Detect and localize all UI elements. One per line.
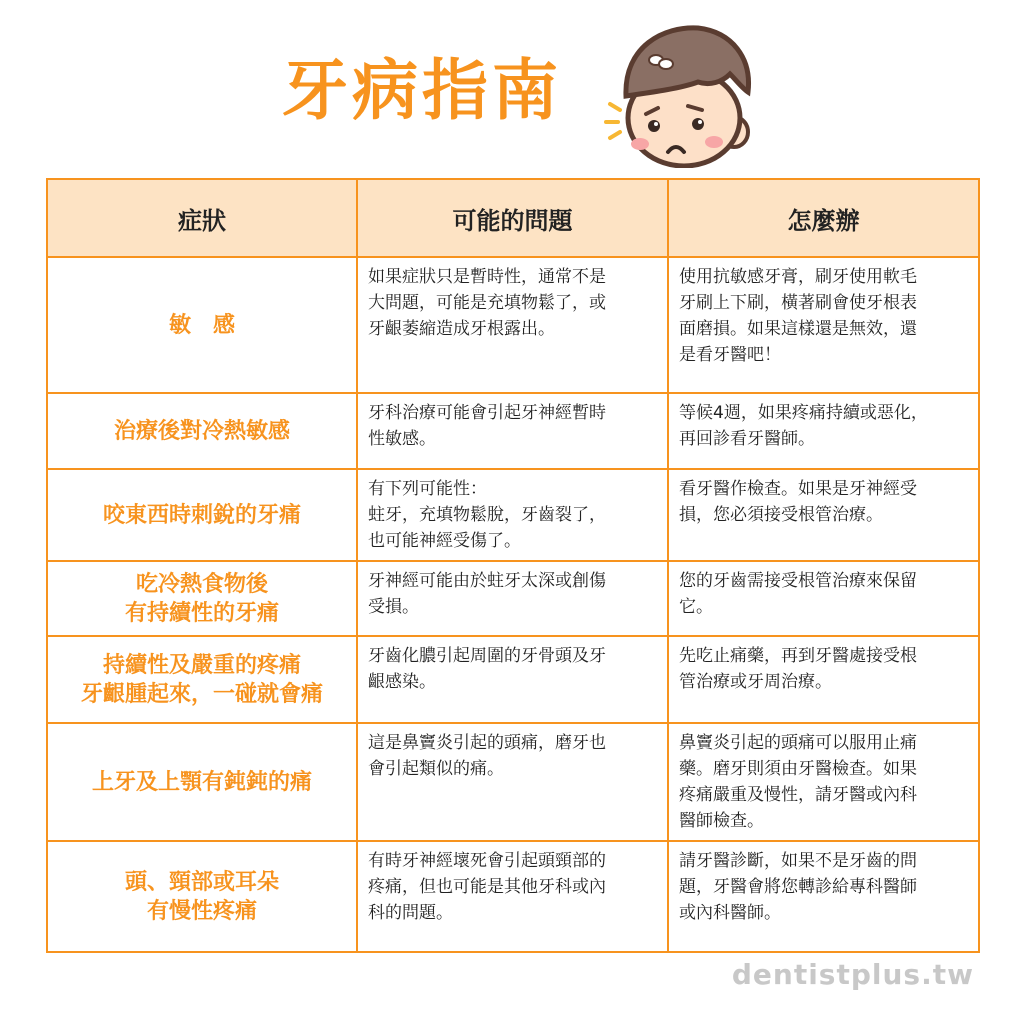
problem-cell: 有時牙神經壞死會引起頭頸部的 疼痛，但也可能是其他牙科或內 科的問題。: [357, 841, 668, 952]
solution-cell: 請牙醫診斷，如果不是牙齒的問 題，牙醫會將您轉診給專科醫師 或內科醫師。: [668, 841, 979, 952]
table-row: [47, 723, 979, 841]
table-row: [47, 469, 979, 561]
table-row: [47, 393, 979, 469]
solution-cell: 使用抗敏感牙膏，刷牙使用軟毛 牙刷上下刷，橫著刷會使牙根表 面磨損。如果這樣還是無效，還 是看牙醫吧！: [668, 257, 979, 393]
symptom-cell: 頭、頸部或耳朵 有慢性疼痛: [47, 841, 357, 952]
solution-cell: 等候4週，如果疼痛持續或惡化， 再回診看牙醫師。: [668, 393, 979, 469]
watermark: dentistplus.tw: [731, 958, 974, 991]
table-row: [47, 561, 979, 636]
table-row: [47, 841, 979, 952]
worried-child-face-icon: [602, 18, 762, 168]
solution-cell: 您的牙齒需接受根管治療來保留 它。: [668, 561, 979, 636]
problem-cell: 牙科治療可能會引起牙神經暫時 性敏感。: [357, 393, 668, 469]
solution-cell: 鼻竇炎引起的頭痛可以服用止痛 藥。磨牙則須由牙醫檢查。如果 疼痛嚴重及慢性，請牙醫或內科 醫師檢查。: [668, 723, 979, 841]
problem-cell: 這是鼻竇炎引起的頭痛，磨牙也 會引起類似的痛。: [357, 723, 668, 841]
header-symptom: 症狀: [47, 179, 357, 257]
solution-cell: 看牙醫作檢查。如果是牙神經受 損，您必須接受根管治療。: [668, 469, 979, 561]
header-what-to-do: 怎麼辦: [668, 179, 979, 257]
solution-cell: 先吃止痛藥，再到牙醫處接受根 管治療或牙周治療。: [668, 636, 979, 723]
symptom-cell: 治療後對冷熱敏感: [47, 393, 357, 469]
symptom-cell: 敏 感: [47, 257, 357, 393]
problem-cell: 牙齒化膿引起周圍的牙骨頭及牙 齦感染。: [357, 636, 668, 723]
table-row: [47, 257, 979, 393]
table-header-row: [47, 179, 979, 257]
problem-cell: 如果症狀只是暫時性，通常不是 大問題，可能是充填物鬆了，或 牙齦萎縮造成牙根露出。: [357, 257, 668, 393]
dental-guide-table: [46, 178, 980, 953]
symptom-cell: 上牙及上顎有鈍鈍的痛: [47, 723, 357, 841]
problem-cell: 有下列可能性： 蛀牙，充填物鬆脫，牙齒裂了， 也可能神經受傷了。: [357, 469, 668, 561]
problem-cell: 牙神經可能由於蛀牙太深或創傷 受損。: [357, 561, 668, 636]
header-possible-problem: 可能的問題: [357, 179, 668, 257]
symptom-cell: 吃冷熱食物後 有持續性的牙痛: [47, 561, 357, 636]
table-row: [47, 636, 979, 723]
page-title: 牙病指南: [282, 52, 562, 129]
symptom-cell: 咬東西時刺銳的牙痛: [47, 469, 357, 561]
symptom-cell: 持續性及嚴重的疼痛 牙齦腫起來，一碰就會痛: [47, 636, 357, 723]
